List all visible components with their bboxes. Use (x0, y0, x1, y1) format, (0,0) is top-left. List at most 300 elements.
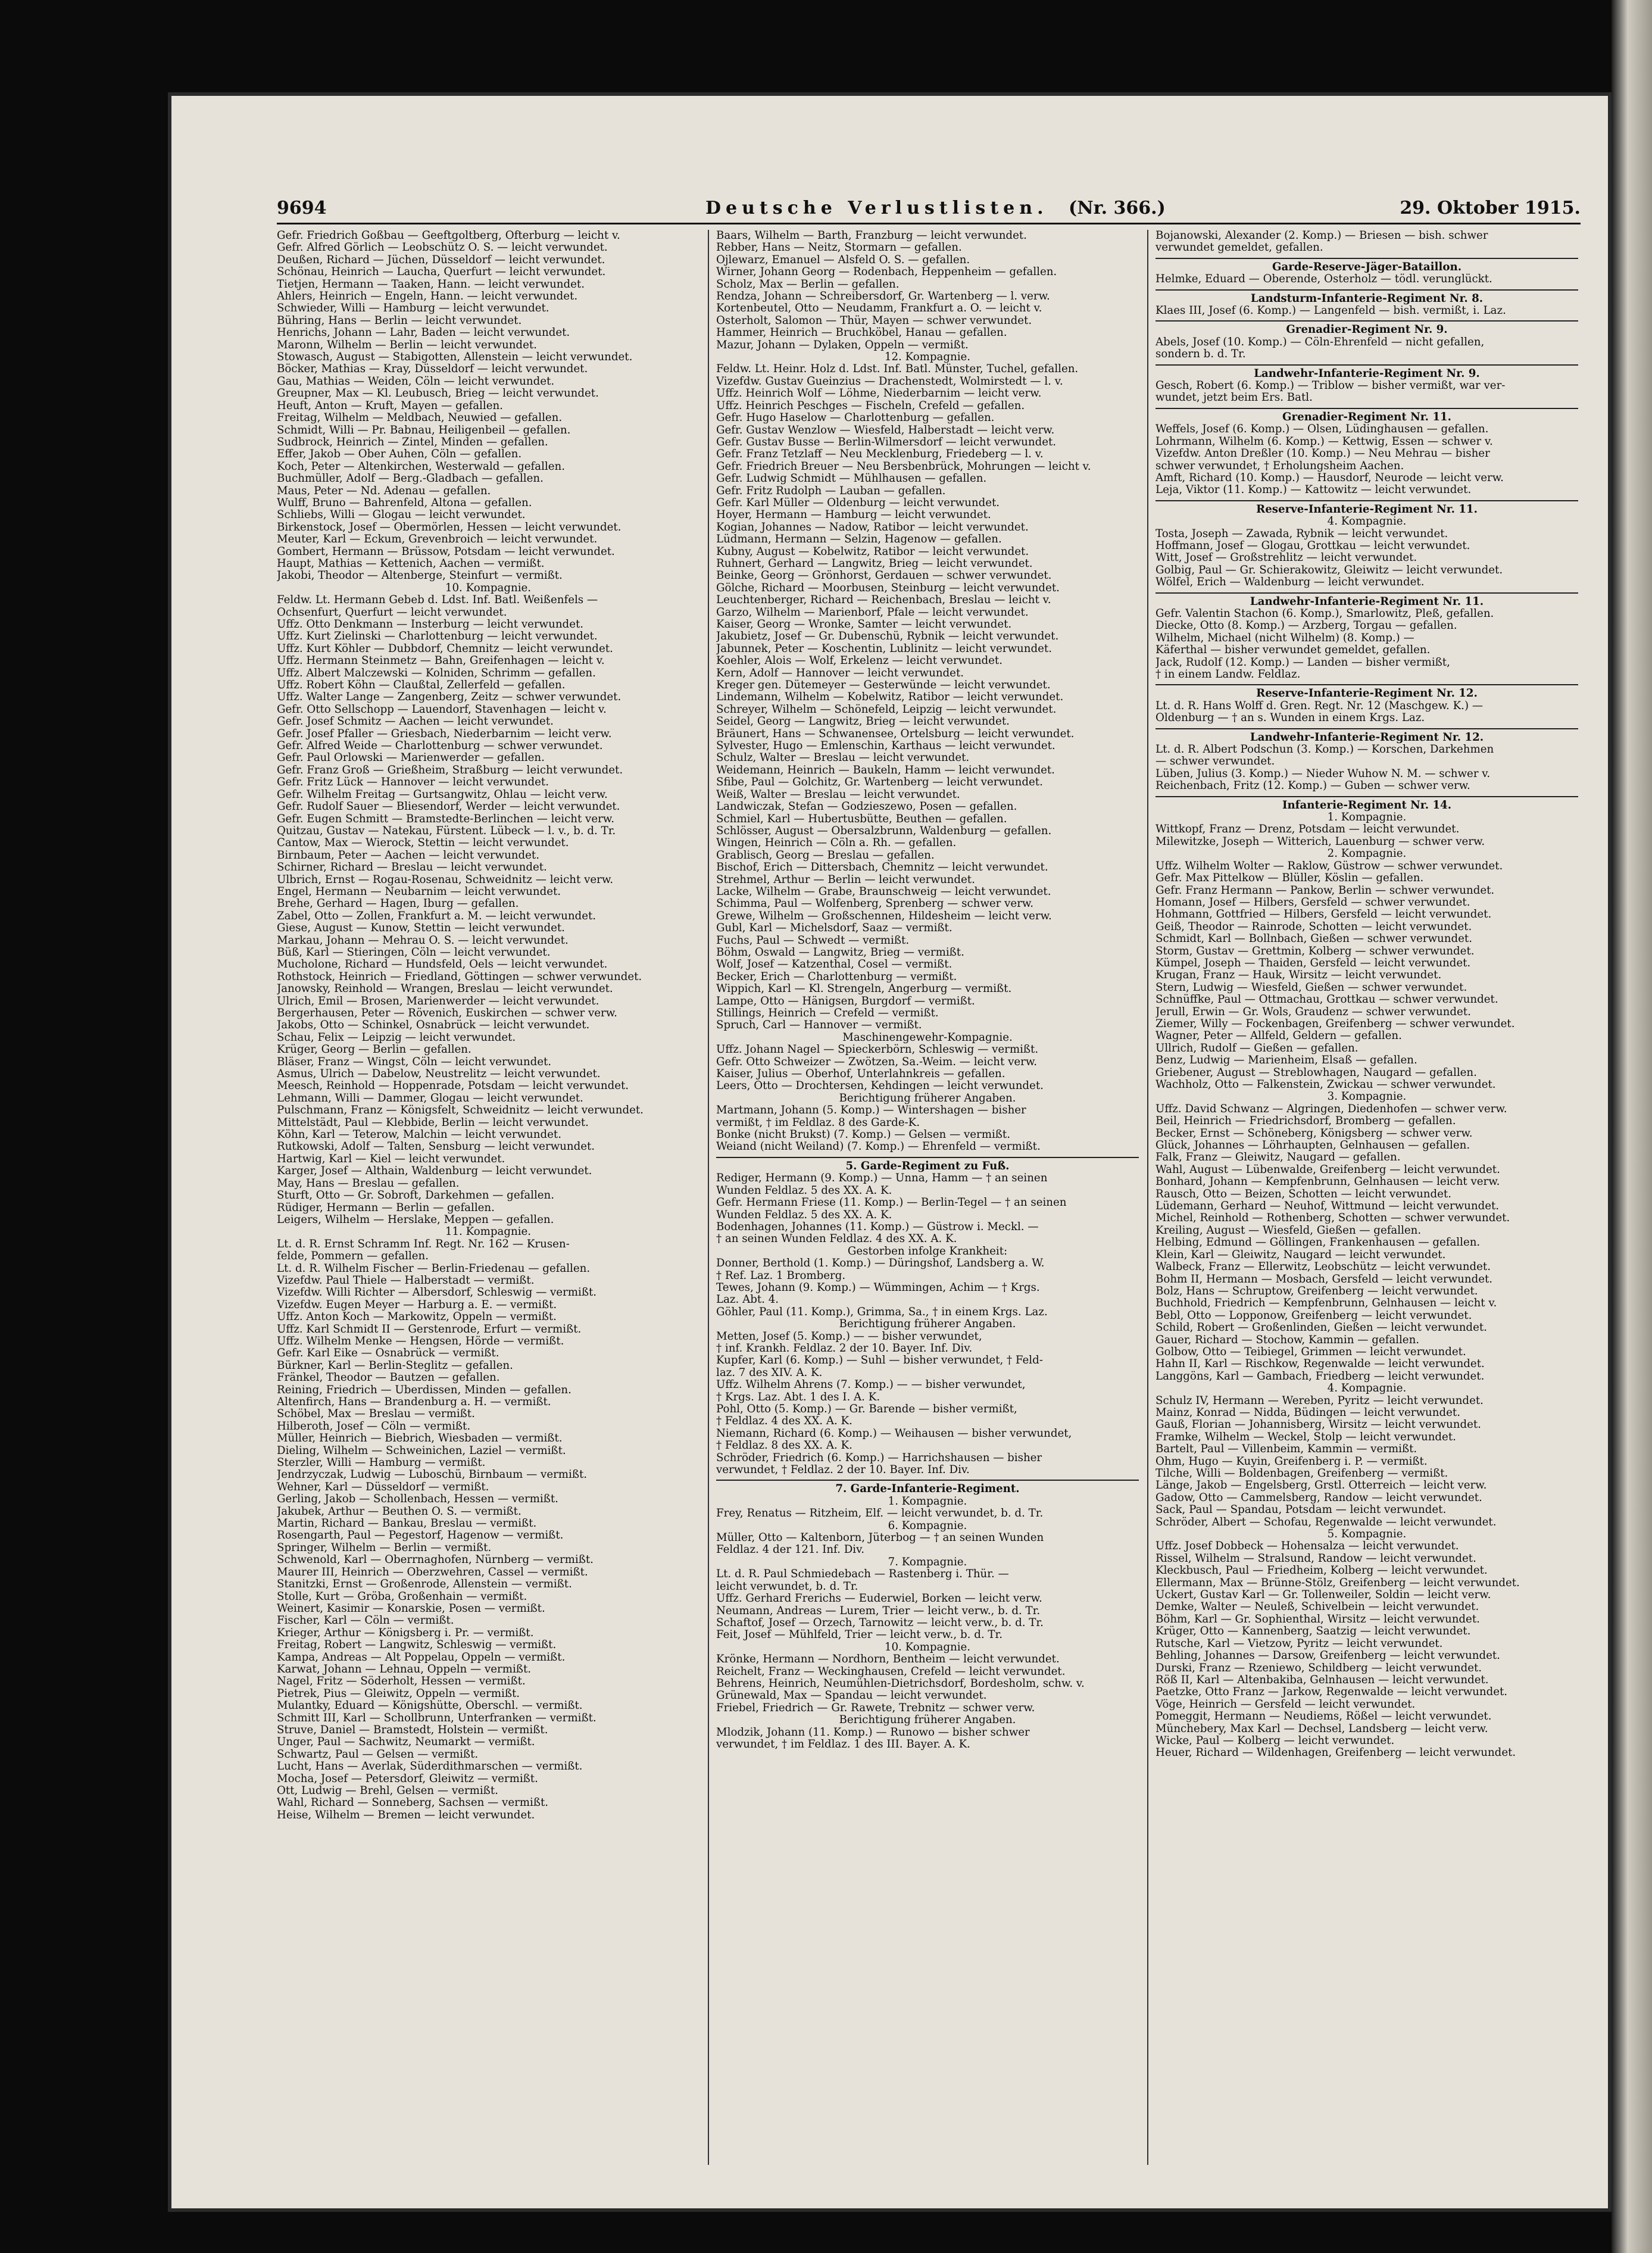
casualty-entry: † Krgs. Laz. Abt. 1 des I. A. K. (716, 1391, 880, 1403)
casualty-entry: Mainz, Konrad — Nidda, Büdingen — leicht verwundet. (1156, 1406, 1460, 1419)
casualty-entry: Sylvester, Hugo — Emlenschin, Karthaus — leicht verwundet. (716, 740, 1055, 753)
casualty-entry: Klein, Karl — Gleiwitz, Naugard — leicht verwundet. (1156, 1249, 1446, 1261)
casualty-entry: Struve, Daniel — Bramstedt, Holstein — vermißt. (277, 1724, 548, 1736)
casualty-entry: Uffz. Heinrich Wolf — Löhme, Niederbarnim — leicht verw. (716, 388, 1042, 400)
regiment-heading: Infanterie-Regiment Nr. 14. (1282, 798, 1452, 812)
casualty-entry: Lüdemann, Gerhard — Neuhof, Wittmund — leicht verwundet. (1156, 1200, 1500, 1213)
casualty-entry: Weiand (nicht Weiland) (7. Komp.) — Ehrenfeld — vermißt. (716, 1141, 1041, 1153)
casualty-entry: Milewitzke, Joseph — Witterich, Lauenburg — schwer verw. (1156, 835, 1485, 848)
regiment-heading: Grenadier-Regiment Nr. 9. (1286, 323, 1448, 336)
casualty-entry: Uffz. David Schwanz — Algringen, Diedenhofen — schwer verw. (1156, 1103, 1507, 1115)
casualty-entry: Lüben, Julius (3. Komp.) — Nieder Wuhow N. M. — schwer v. (1156, 767, 1491, 780)
casualty-entry: Unger, Paul — Sachwitz, Neumarkt — vermißt. (277, 1736, 535, 1749)
casualty-entry: Gefr. Franz Groß — Grießheim, Straßburg — leicht verwundet. (277, 764, 623, 776)
casualty-entry: Bischof, Erich — Dittersbach, Chemnitz — leicht verwundet. (716, 862, 1048, 874)
casualty-entry: Pulschmann, Franz — Königsfelt, Schweidnitz — leicht verwundet. (277, 1104, 644, 1117)
casualty-entry: Gesch, Robert (6. Komp.) — Triblow — bisher vermißt, war ver- (1156, 380, 1506, 392)
casualty-entry: Rutkowski, Adolf — Talten, Sensburg — leicht verwundet. (277, 1141, 595, 1153)
casualty-entry: Nagel, Fritz — Söderholt, Hessen — vermißt. (277, 1675, 526, 1688)
casualty-entry: Pietrek, Pius — Gleiwitz, Oppeln — vermißt. (277, 1687, 520, 1700)
casualty-entry: Koch, Peter — Altenkirchen, Westerwald — gefallen. (277, 460, 565, 473)
casualty-entry: Bläser, Franz — Wingst, Cöln — leicht verwundet. (277, 1056, 552, 1068)
casualty-entry: Rüdiger, Hermann — Berlin — gefallen. (277, 1202, 495, 1214)
casualty-entry: Gefr. Franz Tetzlaff — Neu Mecklenburg, Friedeberg — l. v. (716, 448, 1044, 461)
casualty-entry: Uffz. Wilhelm Ahrens (7. Komp.) — — bisher verwundet, (716, 1379, 1026, 1391)
casualty-entry: Gefr. Otto Schweizer — Zwötzen, Sa.-Weim. — leicht verw. (716, 1056, 1038, 1068)
regiment-heading: Grenadier-Regiment Nr. 11. (1282, 410, 1451, 423)
casualty-entry: Deußen, Richard — Jüchen, Düsseldorf — leicht verwundet. (277, 254, 605, 266)
casualty-entry: Hartwig, Karl — Kiel — leicht verwundet. (277, 1153, 505, 1165)
section-rule (1156, 592, 1578, 594)
casualty-entry: Schwieder, Willi — Hamburg — leicht verwundet. (277, 302, 549, 315)
casualty-entry: Ellermann, Max — Brünne-Stölz, Greifenberg — leicht verwundet. (1156, 1577, 1520, 1589)
casualty-entry: Engel, Hermann — Neubarnim — leicht verwundet. (277, 885, 561, 898)
casualty-entry: Müller, Heinrich — Biebrich, Wiesbaden — vermißt. (277, 1433, 563, 1445)
casualty-entry: verwundet, † im Feldlaz. 1 des III. Bayer. A. K. (716, 1738, 970, 1750)
casualty-entry: Ulbrich, Ernst — Rogau-Rosenau, Schweidnitz — leicht verw. (277, 873, 614, 886)
casualty-entry: Vizefdw. Eugen Meyer — Harburg a. E. — vermißt. (277, 1299, 557, 1311)
casualty-entry: Martin, Richard — Bankau, Breslau — vermißt. (277, 1518, 537, 1530)
casualty-entry: Altenfirch, Hans — Brandenburg a. H. — vermißt. (277, 1396, 551, 1408)
column-divider (1147, 230, 1148, 2165)
casualty-entry: Feldw. Lt. Hermann Gebeb d. Ldst. Inf. Batl. Weißenfels — (277, 594, 598, 607)
casualty-entry: Beinke, Georg — Grönhorst, Gerdauen — schwer verwundet. (716, 570, 1052, 582)
casualty-entry: Sfibe, Paul — Golchitz, Gr. Wartenberg — leicht verwundet. (716, 776, 1043, 789)
subsection-heading: 1. Kompagnie. (888, 1494, 967, 1508)
casualty-entry: Walbeck, Franz — Ellerwitz, Leobschütz — leicht verwundet. (1156, 1261, 1491, 1274)
casualty-entry: Rothstock, Heinrich — Friedland, Göttingen — schwer verwundet. (277, 971, 642, 983)
subsection-heading: 7. Kompagnie. (888, 1555, 967, 1568)
casualty-entry: Bolz, Hans — Schruptow, Greifenberg — leicht verwundet. (1156, 1285, 1478, 1297)
regiment-heading: Garde-Reserve-Jäger-Bataillon. (1272, 260, 1462, 273)
casualty-entry: Wunden Feldlaz. 5 des XX. A. K. (716, 1209, 892, 1221)
subsection-heading: 5. Kompagnie. (1327, 1528, 1407, 1541)
casualty-entry: Ulrich, Emil — Brosen, Marienwerder — leicht verwundet. (277, 995, 599, 1007)
casualty-entry: Wölfel, Erich — Waldenburg — leicht verwundet. (1156, 576, 1425, 589)
casualty-entry: Lampe, Otto — Hänigsen, Burgdorf — vermißt. (716, 995, 975, 1007)
section-rule (1156, 364, 1578, 366)
casualty-entry: Homann, Josef — Hilbers, Gersfeld — schwer verwundet. (1156, 896, 1470, 909)
casualty-entry: — schwer verwundet. (1156, 756, 1275, 768)
casualty-entry: Baars, Wilhelm — Barth, Franzburg — leicht verwundet. (716, 230, 1027, 242)
casualty-entry: Falk, Franz — Gleiwitz, Naugard — gefallen. (1156, 1152, 1401, 1164)
page-number: 9694 (277, 198, 327, 219)
casualty-entry: Heise, Wilhelm — Bremen — leicht verwundet. (277, 1809, 535, 1821)
subsection-heading: 12. Kompagnie. (884, 351, 971, 364)
casualty-entry: Heuer, Richard — Wildenhagen, Greifenberg — leicht verwundet. (1156, 1747, 1516, 1759)
section-rule (1156, 796, 1578, 797)
casualty-entry: Glück, Johannes — Löhrhaupten, Gelnhausen — gefallen. (1156, 1140, 1470, 1152)
casualty-entry: Jakobi, Theodor — Altenberge, Steinfurt — vermißt. (277, 570, 563, 582)
casualty-entry: Becker, Erich — Charlottenburg — vermißt. (716, 971, 957, 983)
casualty-entry: Leja, Viktor (11. Komp.) — Kattowitz — leicht verwundet. (1156, 484, 1472, 497)
casualty-entry: Hoyer, Hermann — Hamburg — leicht verwundet. (716, 509, 991, 522)
casualty-entry: Freitag, Wilhelm — Meldbach, Neuwied — gefallen. (277, 412, 563, 425)
casualty-entry: Cantow, Max — Wierock, Stettin — leicht verwundet. (277, 837, 569, 850)
regiment-heading: 7. Garde-Infanterie-Regiment. (835, 1483, 1020, 1496)
section-rule (1156, 684, 1578, 685)
section-rule (716, 1157, 1139, 1158)
casualty-entry: Kubny, August — Kobelwitz, Ratibor — leicht verwundet. (716, 545, 1029, 558)
casualty-entry: Gefr. Friedrich Breuer — Neu Bersbenbrück, Mohrungen — leicht v. (716, 460, 1091, 473)
casualty-entry: Ziemer, Willy — Fockenbagen, Greifenberg — schwer verwundet. (1156, 1018, 1515, 1030)
casualty-entry: Krieger, Arthur — Königsberg i. Pr. — vermißt. (277, 1627, 534, 1639)
casualty-entry: Bojanowski, Alexander (2. Komp.) — Briesen — bish. schwer (1156, 230, 1488, 242)
casualty-entry: Wunden Feldlaz. 5 des XX. A. K. (716, 1184, 892, 1197)
casualty-entry: Fuchs, Paul — Schwedt — vermißt. (716, 934, 910, 947)
subsection-heading: Berichtigung früherer Angaben. (839, 1091, 1016, 1104)
section-rule (1156, 408, 1578, 409)
casualty-entry: Kleckbusch, Paul — Friedheim, Kolberg — leicht verwundet. (1156, 1565, 1488, 1577)
casualty-entry: Meesch, Reinhold — Hoppenrade, Potsdam — leicht verwundet. (277, 1080, 629, 1093)
casualty-entry: Bergerhausen, Peter — Rövenich, Euskirchen — schwer verw. (277, 1007, 617, 1019)
casualty-entry: Rendza, Johann — Schreibersdorf, Gr. Wartenberg — l. verw. (716, 291, 1050, 303)
casualty-entry: Landwiczak, Stefan — Godzieszewo, Posen — gefallen. (716, 801, 1017, 813)
casualty-entry: Gauer, Richard — Stochow, Kammin — gefallen. (1156, 1334, 1420, 1346)
casualty-entry: Gubl, Karl — Michelsdorf, Saaz — vermißt. (716, 922, 953, 935)
casualty-entry: † inf. Krankh. Feldlaz. 2 der 10. Bayer. Inf. Div. (716, 1342, 973, 1355)
casualty-entry: Schmiel, Karl — Hubertusbütte, Beuthen — gefallen. (716, 813, 1007, 825)
casualty-entry: Wahl, Richard — Sonneberg, Sachsen — vermißt. (277, 1797, 549, 1809)
casualty-entry: Jack, Rudolf (12. Komp.) — Landen — bisher vermißt, (1156, 656, 1450, 669)
casualty-entry: Kortenbeutel, Otto — Neudamm, Frankfurt a. O. — leicht v. (716, 302, 1042, 315)
casualty-entry: Schwartz, Paul — Gelsen — vermißt. (277, 1748, 479, 1761)
subsection-heading: Maschinengewehr-Kompagnie. (842, 1031, 1013, 1044)
subsection-heading: Gestorben infolge Krankheit: (847, 1244, 1008, 1257)
casualty-entry: Golbow, Otto — Teibiegel, Grimmen — leicht verwundet. (1156, 1346, 1466, 1358)
casualty-entry: verwundet, † Feldlaz. 2 der 10. Bayer. Inf. Div. (716, 1464, 970, 1477)
casualty-entry: verwundet gemeldet, gefallen. (1156, 242, 1323, 254)
casualty-entry: Feit, Josef — Mühlfeld, Trier — leicht verw., b. d. Tr. (716, 1629, 1003, 1642)
casualty-entry: Geiß, Theodor — Rainrode, Schotten — leicht verwundet. (1156, 920, 1472, 933)
casualty-entry: Bürkner, Karl — Berlin-Steglitz — gefallen. (277, 1359, 513, 1372)
casualty-entry: Krönke, Hermann — Nordhorn, Bentheim — leicht verwundet. (716, 1653, 1060, 1666)
casualty-entry: Schreyer, Wilhelm — Schönefeld, Leipzig — leicht verwundet. (716, 703, 1057, 716)
casualty-entry: Witt, Josef — Großstrehlitz — leicht verwundet. (1156, 552, 1417, 564)
casualty-entry: Gadow, Otto — Cammelsberg, Randow — leicht verwundet. (1156, 1491, 1482, 1504)
subsection-heading: 11. Kompagnie. (445, 1225, 532, 1238)
casualty-entry: Schirner, Richard — Breslau — leicht verwundet. (277, 862, 547, 874)
casualty-entry: † in einem Landw. Feldlaz. (1156, 669, 1301, 681)
casualty-entry: Schröder, Friedrich (6. Komp.) — Harrichshausen — bisher (716, 1452, 1042, 1464)
column-middle (716, 230, 1139, 2165)
casualty-entry: felde, Pommern — gefallen. (277, 1250, 429, 1263)
casualty-entry: Lacke, Wilhelm — Grabe, Braunschweig — leicht verwundet. (716, 885, 1051, 898)
casualty-entry: Gefr. Friedrich Goßbau — Geeftgoltberg, Ofterburg — leicht v. (277, 230, 620, 242)
casualty-entry: Bonhard, Johann — Kempfenbrunn, Gelnhausen — leicht verw. (1156, 1176, 1500, 1188)
casualty-entry: Karger, Josef — Althain, Waldenburg — leicht verwundet. (277, 1165, 592, 1178)
casualty-entry: Röß II, Karl — Altenbakiba, Gelnhausen — leicht verwundet. (1156, 1674, 1489, 1686)
casualty-entry: Schnüffke, Paul — Ottmachau, Grottkau — schwer verwundet. (1156, 994, 1498, 1006)
casualty-entry: Fischer, Karl — Cöln — vermißt. (277, 1615, 454, 1627)
casualty-entry: Länge, Jakob — Engelsberg, Grstl. Otterreich — leicht verw. (1156, 1480, 1487, 1492)
casualty-entry: Leers, Otto — Drochtersen, Kehdingen — leicht verwundet. (716, 1080, 1044, 1093)
casualty-entry: Feldw. Lt. Heinr. Holz d. Ldst. Inf. Batl. Münster, Tuchel, gefallen. (716, 363, 1079, 376)
casualty-entry: Gefr. Fritz Rudolph — Lauban — gefallen. (716, 485, 946, 497)
casualty-entry: Tosta, Joseph — Zawada, Rybnik — leicht verwundet. (1156, 528, 1448, 540)
casualty-entry: Uffz. Hermann Steinmetz — Bahn, Greifenhagen — leicht v. (277, 655, 605, 667)
casualty-entry: Schild, Robert — Großenlinden, Gießen — leicht verwundet. (1156, 1322, 1487, 1334)
casualty-entry: Rissel, Wilhelm — Stralsund, Randow — leicht verwundet. (1156, 1552, 1476, 1565)
casualty-entry: Krüger, Georg — Berlin — gefallen. (277, 1044, 471, 1056)
casualty-entry: Wahl, August — Lübenwalde, Greifenberg — leicht verwundet. (1156, 1163, 1500, 1176)
casualty-entry: Buchhold, Friedrich — Kempfenbrunn, Gelnhausen — leicht v. (1156, 1297, 1497, 1310)
casualty-entry: Wachholz, Otto — Falkenstein, Zwickau — schwer verwundet. (1156, 1079, 1496, 1091)
document-page (277, 196, 1581, 2173)
casualty-entry: † Feldlaz. 8 des XX. A. K. (716, 1440, 852, 1452)
casualty-entry: Ohm, Hugo — Kuyin, Greifenberg i. P. — vermißt. (1156, 1455, 1428, 1468)
casualty-entry: Schaftof, Josef — Orzech, Tarnowitz — leicht verw., b. d. Tr. (716, 1617, 1044, 1629)
casualty-entry: Reichelt, Franz — Weckinghausen, Crefeld — leicht verwundet. (716, 1665, 1066, 1678)
casualty-entry: Mlodzik, Johann (11. Komp.) — Runowo — bisher schwer (716, 1726, 1030, 1739)
casualty-entry: Becker, Ernst — Schöneberg, Königsberg — schwer verw. (1156, 1127, 1473, 1140)
casualty-entry: Kogian, Johannes — Nadow, Ratibor — leicht verwundet. (716, 521, 1029, 533)
casualty-entry: Benz, Ludwig — Marienheim, Elsaß — gefallen. (1156, 1054, 1417, 1067)
casualty-entry: Böhm, Oswald — Langwitz, Brieg — vermißt. (716, 946, 964, 959)
casualty-entry: Leuchtenberger, Richard — Reichenbach, Breslau — leicht v. (716, 594, 1051, 607)
casualty-entry: Mittelstädt, Paul — Klebbide, Berlin — leicht verwundet. (277, 1116, 589, 1129)
casualty-entry: Golbig, Paul — Gr. Schierakowitz, Gleiwitz — leicht verwundet. (1156, 564, 1503, 576)
casualty-entry: Wippich, Karl — Kl. Strengeln, Angerburg — vermißt. (716, 983, 1012, 996)
casualty-entry: Uffz. Anton Koch — Markowitz, Oppeln — vermißt. (277, 1311, 557, 1324)
casualty-entry: Koehler, Alois — Wolf, Erkelenz — leicht verwundet. (716, 655, 1003, 667)
regiment-heading: Landsturm-Infanterie-Regiment Nr. 8. (1250, 292, 1484, 305)
casualty-entry: Amft, Richard (10. Komp.) — Hausdorf, Neurode — leicht verw. (1156, 472, 1504, 484)
casualty-entry: Vizefdw. Paul Thiele — Halberstadt — vermißt. (277, 1274, 535, 1287)
section-rule (1156, 258, 1578, 259)
casualty-entry: † an seinen Wunden Feldlaz. 4 des XX. A. K. (716, 1233, 957, 1246)
column-divider (708, 230, 709, 2165)
casualty-entry: Haupt, Mathias — Kettenich, Aachen — vermißt. (277, 557, 545, 570)
casualty-entry: Storm, Gustav — Grettmin, Kolberg — schwer verwundet. (1156, 945, 1475, 957)
casualty-entry: Uffz. Robert Köhn — Claußtal, Zellerfeld — gefallen. (277, 679, 566, 692)
casualty-entry: Rosengarth, Paul — Pegestorf, Hagenow — vermißt. (277, 1530, 564, 1542)
casualty-entry: Rediger, Hermann (9. Komp.) — Unna, Hamm — † an seinen (716, 1172, 1048, 1185)
casualty-entry: Gefr. Karl Eike — Osnabrück — vermißt. (277, 1347, 499, 1360)
casualty-entry: Helmke, Eduard — Oberende, Osterholz — tödl. verunglückt. (1156, 273, 1492, 286)
casualty-entry: Wirner, Johann Georg — Rodenbach, Heppenheim — gefallen. (716, 266, 1057, 279)
casualty-entry: Kümpel, Joseph — Thaiden, Gersfeld — leicht verwundet. (1156, 957, 1471, 969)
subsection-heading: Berichtigung früherer Angaben. (839, 1714, 1016, 1727)
section-rule (1156, 320, 1578, 322)
casualty-entry: Vizefdw. Anton Dreßler (10. Komp.) — Neu Mehrau — bisher (1156, 448, 1490, 460)
casualty-entry: Neumann, Andreas — Lurem, Trier — leicht verw., b. d. Tr. (716, 1605, 1041, 1617)
casualty-entry: Reining, Friedrich — Überdissen, Minden — gefallen. (277, 1384, 572, 1396)
casualty-entry: Rebber, Hans — Neitz, Stormarn — gefallen. (716, 242, 962, 254)
casualty-entry: Martmann, Johann (5. Komp.) — Wintershagen — bisher (716, 1104, 1026, 1117)
casualty-entry: Ahlers, Heinrich — Engeln, Hann. — leicht verwundet. (277, 291, 578, 303)
casualty-entry: Strehmel, Arthur — Berlin — leicht verwundet. (716, 873, 975, 886)
casualty-entry: Lt. d. R. Albert Podschun (3. Komp.) — Korschen, Darkehmen (1156, 744, 1494, 756)
casualty-entry: Wehner, Karl — Düsseldorf — vermißt. (277, 1481, 489, 1493)
casualty-entry: Behrens, Heinrich, Neumühlen-Dietrichsdorf, Bordesholm, schw. v. (716, 1677, 1085, 1690)
casualty-entry: Maronn, Wilhelm — Berlin — leicht verwundet. (277, 339, 537, 351)
casualty-entry: Gefr. Hermann Friese (11. Komp.) — Berlin-Tegel — † an seinen (716, 1197, 1067, 1209)
casualty-entry: Maurer III, Heinrich — Oberzwehren, Cassel — vermißt. (277, 1566, 588, 1578)
casualty-entry: vermißt, † im Feldlaz. 8 des Garde-K. (716, 1116, 920, 1129)
subsection-heading: 4. Kompagnie. (1327, 515, 1407, 528)
casualty-entry: Jerull, Erwin — Gr. Wols, Graudenz — schwer verwundet. (1156, 1006, 1471, 1018)
casualty-entry: Oldenburg — † an s. Wunden in einem Krgs. Laz. (1156, 712, 1425, 725)
casualty-entry: Uffz. Josef Dobbeck — Hohensalza — leicht verwundet. (1156, 1540, 1459, 1553)
casualty-entry: Gölche, Richard — Moorbusen, Steinburg — leicht verwundet. (716, 582, 1060, 594)
casualty-entry: Osterholt, Salomon — Thür, Mayen — schwer verwundet. (716, 314, 1032, 327)
casualty-entry: wundet, jetzt beim Ers. Batl. (1156, 392, 1313, 404)
casualty-entry: Münchebery, Max Karl — Dechsel, Landsberg — leicht verw. (1156, 1722, 1488, 1735)
casualty-entry: Michel, Reinhold — Rothenberg, Schotten — schwer verwundet. (1156, 1212, 1510, 1225)
casualty-entry: Gerling, Jakob — Schollenbach, Hessen — vermißt. (277, 1493, 558, 1506)
casualty-entry: Gefr. Fritz Lück — Hannover — leicht verwundet. (277, 776, 549, 789)
casualty-entry: Vöge, Heinrich — Gersfeld — leicht verwundet. (1156, 1698, 1416, 1711)
casualty-entry: Uffz. Otto Denkmann — Insterburg — leicht verwundet. (277, 619, 584, 631)
casualty-entry: Käferthal — bisher verwundet gemeldet, gefallen. (1156, 644, 1431, 657)
casualty-entry: Göhler, Paul (11. Komp.), Grimma, Sa., † in einem Krgs. Laz. (716, 1306, 1048, 1318)
casualty-entry: Meuter, Karl — Eckum, Grevenbroich — leicht verwundet. (277, 533, 598, 546)
casualty-entry: Uffz. Kurt Köhler — Dubbdorf, Chemnitz — leicht verwundet. (277, 642, 613, 655)
casualty-entry: Hohmann, Gottfried — Hilbers, Gersfeld — leicht verwundet. (1156, 909, 1492, 921)
casualty-entry: Ruhnert, Gerhard — Langwitz, Brieg — leicht verwundet. (716, 557, 1033, 570)
casualty-entry: Schlösser, August — Obersalzbrunn, Waldenburg — gefallen. (716, 825, 1052, 837)
casualty-entry: Schröder, Albert — Schofau, Regenwalde — leicht verwundet. (1156, 1516, 1497, 1528)
casualty-entry: Gefr. Josef Schmitz — Aachen — leicht verwundet. (277, 716, 554, 728)
casualty-entry: Gefr. Franz Hermann — Pankow, Berlin — schwer verwundet. (1156, 884, 1495, 897)
casualty-entry: Bartelt, Paul — Villenbeim, Kammin — vermißt. (1156, 1443, 1417, 1456)
casualty-entry: leicht verwundet, b. d. Tr. (716, 1580, 858, 1593)
casualty-entry: Schliebs, Willi — Glogau — leicht verwundet. (277, 509, 526, 522)
casualty-entry: Schmidt, Karl — Bollnbach, Gießen — schwer verwundet. (1156, 933, 1472, 945)
casualty-entry: Bühring, Hans — Berlin — leicht verwundet. (277, 314, 522, 327)
casualty-entry: Uffz. Kurt Zielinski — Charlottenburg — leicht verwundet. (277, 631, 598, 643)
casualty-entry: Reichenbach, Fritz (12. Komp.) — Guben — schwer verw. (1156, 780, 1470, 792)
casualty-entry: Schöbel, Max — Breslau — vermißt. (277, 1408, 475, 1421)
casualty-entry: Hilberoth, Josef — Cöln — vermißt. (277, 1420, 471, 1433)
casualty-entry: Ochsenfurt, Querfurt — leicht verwundet. (277, 606, 507, 619)
casualty-entry: Kaiser, Georg — Wronke, Samter — leicht verwundet. (716, 619, 1012, 631)
regiment-heading: Reserve-Infanterie-Regiment Nr. 12. (1256, 687, 1478, 700)
column-right (1156, 230, 1578, 2165)
casualty-entry: Rutsche, Karl — Vietzow, Pyritz — leicht verwundet. (1156, 1637, 1443, 1650)
subsection-heading: 1. Kompagnie. (1327, 811, 1407, 824)
subsection-heading: 3. Kompagnie. (1327, 1090, 1407, 1103)
subsection-heading: Berichtigung früherer Angaben. (839, 1318, 1016, 1331)
casualty-entry: Spruch, Carl — Hannover — vermißt. (716, 1019, 922, 1032)
casualty-entry: Brehe, Gerhard — Hagen, Iburg — gefallen. (277, 898, 519, 910)
casualty-entry: Hammer, Heinrich — Bruchköbel, Hanau — gefallen. (716, 327, 1007, 339)
casualty-entry: Gau, Mathias — Weiden, Cöln — leicht verwundet. (277, 375, 555, 388)
casualty-entry: Weiß, Walter — Breslau — leicht verwundet. (716, 788, 960, 801)
column-left (277, 230, 699, 2165)
casualty-entry: Heuft, Anton — Kruft, Mayen — gefallen. (277, 400, 503, 412)
casualty-entry: Maus, Peter — Nd. Adenau — gefallen. (277, 485, 491, 497)
casualty-entry: Gefr. Eugen Schmitt — Bramstedte-Berlinchen — leicht verw. (277, 813, 614, 825)
casualty-entry: Kaiser, Julius — Oberhof, Unterlahnkreis — gefallen. (716, 1068, 1005, 1081)
casualty-entry: Sterzler, Willi — Hamburg — vermißt. (277, 1457, 486, 1469)
casualty-entry: Lucht, Hans — Averlak, Süderdithmarschen — vermißt. (277, 1761, 583, 1773)
section-rule (716, 1480, 1139, 1481)
casualty-entry: Springer, Wilhelm — Berlin — vermißt. (277, 1541, 492, 1554)
casualty-entry: Dieling, Wilhelm — Schweinichen, Laziel — vermißt. (277, 1444, 566, 1457)
casualty-entry: Gefr. Valentin Stachon (6. Komp.), Smarlowitz, Pleß, gefallen. (1156, 607, 1494, 620)
casualty-entry: Leigers, Wilhelm — Herslake, Meppen — gefallen. (277, 1213, 554, 1226)
casualty-entry: Kupfer, Karl (6. Komp.) — Suhl — bisher verwundet, † Feld- (716, 1355, 1043, 1367)
casualty-entry: Wulff, Bruno — Bahrenfeld, Altona — gefallen. (277, 497, 532, 509)
casualty-entry: † Ref. Laz. 1 Bromberg. (716, 1269, 846, 1282)
casualty-entry: Gefr. Ludwig Schmidt — Mühlhausen — gefallen. (716, 473, 987, 485)
casualty-entry: Tilche, Willi — Boldenbagen, Greifenberg — vermißt. (1156, 1468, 1448, 1480)
casualty-entry: Schulz, Walter — Breslau — leicht verwundet. (716, 752, 970, 764)
casualty-entry: Jakubek, Arthur — Beuthen O. S. — vermißt. (277, 1505, 521, 1518)
casualty-entry: Bebl, Otto — Lopponow, Greifenberg — leicht verwundet. (1156, 1309, 1472, 1322)
casualty-entry: Uffz. Wilhelm Menke — Hengsen, Hörde — vermißt. (277, 1335, 564, 1347)
casualty-entry: Schulz IV, Hermann — Wereben, Pyritz — leicht verwundet. (1156, 1394, 1484, 1407)
casualty-entry: Stowasch, August — Stabigotten, Allenstein — leicht verwundet. (277, 351, 633, 364)
casualty-entry: Garzo, Wilhelm — Marienborf, Pfale — leicht verwundet. (716, 606, 1029, 619)
subsection-heading: 4. Kompagnie. (1327, 1382, 1407, 1395)
casualty-entry: Birnbaum, Peter — Aachen — leicht verwundet. (277, 849, 540, 862)
casualty-entry: Rausch, Otto — Beizen, Schotten — leicht verwundet. (1156, 1188, 1452, 1200)
casualty-entry: Lt. d. R. Ernst Schramm Inf. Regt. Nr. 162 — Krusen- (277, 1238, 570, 1250)
casualty-entry: Wilhelm, Michael (nicht Wilhelm) (8. Komp.) — (1156, 632, 1414, 644)
regiment-heading: Landwehr-Infanterie-Regiment Nr. 12. (1250, 731, 1484, 744)
casualty-entry: Griebener, August — Streblowhagen, Naugard — gefallen. (1156, 1066, 1477, 1079)
casualty-entry: Laz. Abt. 4. (716, 1294, 779, 1306)
casualty-entry: Henrichs, Johann — Lahr, Baden — leicht verwundet. (277, 327, 570, 339)
casualty-entry: Giese, August — Kunow, Stettin — leicht verwundet. (277, 922, 565, 935)
casualty-entry: Feldlaz. 4 der 121. Inf. Div. (716, 1544, 865, 1556)
subsection-heading: 10. Kompagnie. (884, 1640, 971, 1653)
casualty-entry: Klaes III, Josef (6. Komp.) — Langenfeld — bish. vermißt, i. Laz. (1156, 305, 1506, 317)
casualty-entry: Sudbrock, Heinrich — Zintel, Minden — gefallen. (277, 436, 548, 448)
casualty-entry: Uffz. Johann Nagel — Spieckerbörn, Schleswig — vermißt. (716, 1044, 1039, 1056)
casualty-entry: Stolle, Kurt — Gröba, Großenhain — vermißt. (277, 1590, 527, 1603)
casualty-entry: Markau, Johann — Mehrau O. S. — leicht verwundet. (277, 934, 569, 947)
casualty-entry: Beil, Heinrich — Friedrichsdorf, Bromberg — gefallen. (1156, 1115, 1456, 1128)
casualty-entry: Stern, Ludwig — Wiesfeld, Gießen — schwer verwundet. (1156, 981, 1467, 994)
casualty-entry: Grewe, Wilhelm — Großschennen, Hildesheim — leicht verw. (716, 910, 1052, 922)
casualty-entry: Krugan, Franz — Hauk, Wirsitz — leicht verwundet. (1156, 969, 1442, 982)
casualty-entry: Gefr. Karl Müller — Oldenburg — leicht verwundet. (716, 497, 1000, 509)
casualty-entry: Gefr. Paul Orlowski — Marienwerder — gefallen. (277, 752, 545, 764)
section-rule (1156, 728, 1578, 729)
casualty-entry: Schwenold, Karl — Oberrnaghofen, Nürnberg — vermißt. (277, 1554, 594, 1567)
casualty-entry: Uffz. Gerhard Frerichs — Euderwiel, Borken — leicht verw. (716, 1593, 1042, 1605)
casualty-entry: Gefr. Rudolf Sauer — Bliesendorf, Werder — leicht verwundet. (277, 801, 620, 813)
casualty-entry: Uffz. Albert Malczewski — Kolniden, Schrimm — gefallen. (277, 667, 596, 679)
casualty-entry: Schönau, Heinrich — Laucha, Querfurt — leicht verwundet. (277, 266, 606, 279)
casualty-entry: Wagner, Peter — Allfeld, Geldern — gefallen. (1156, 1030, 1402, 1043)
casualty-entry: Bohm II, Hermann — Mosbach, Gersfeld — leicht verwundet. (1156, 1273, 1493, 1285)
casualty-entry: Lohrmann, Wilhelm (6. Komp.) — Kettwig, Essen — schwer v. (1156, 435, 1493, 448)
issue-number: (Nr. 366.) (1069, 198, 1166, 219)
casualty-entry: Gefr. Gustav Busse — Berlin-Wilmersdorf — leicht verwundet. (716, 436, 1057, 448)
casualty-entry: Jendrzyczak, Ludwig — Luboschü, Birnbaum — vermißt. (277, 1469, 588, 1481)
casualty-entry: Niemann, Richard (6. Komp.) — Weihausen — bisher verwundet, (716, 1427, 1072, 1440)
casualty-entry: Durski, Franz — Rzeniewo, Schildberg — leicht verwundet. (1156, 1662, 1482, 1674)
casualty-entry: Gefr. Alfred Görlich — Leobschütz O. S. — leicht verwundet. (277, 242, 608, 254)
casualty-entry: Sack, Paul — Spandau, Potsdam — leicht verwundet. (1156, 1504, 1447, 1516)
regiment-heading: Reserve-Infanterie-Regiment Nr. 11. (1256, 503, 1478, 516)
casualty-entry: Bodenhagen, Johannes (11. Komp.) — Güstrow i. Meckl. — (716, 1221, 1039, 1233)
casualty-entry: Framke, Wilhelm — Weckel, Stolp — leicht verwundet. (1156, 1431, 1456, 1443)
casualty-entry: Birkenstock, Josef — Obermörlen, Hessen — leicht verwundet. (277, 521, 622, 533)
casualty-entry: Gefr. Otto Sellschopp — Lauendorf, Stavenhagen — leicht v. (277, 703, 607, 716)
casualty-entry: Hahn II, Karl — Rischkow, Regenwalde — leicht verwundet. (1156, 1358, 1485, 1371)
section-rule (1156, 289, 1578, 291)
regiment-heading: 5. Garde-Regiment zu Fuß. (845, 1159, 1010, 1172)
casualty-entry: Uffz. Wilhelm Wolter — Raklow, Güstrow — schwer verwundet. (1156, 860, 1503, 872)
casualty-entry: Uffz. Karl Schmidt II — Gerstenrode, Erfurt — vermißt. (277, 1323, 582, 1335)
casualty-entry: Diecke, Otto (8. Komp.) — Arzberg, Torgau — gefallen. (1156, 620, 1457, 632)
